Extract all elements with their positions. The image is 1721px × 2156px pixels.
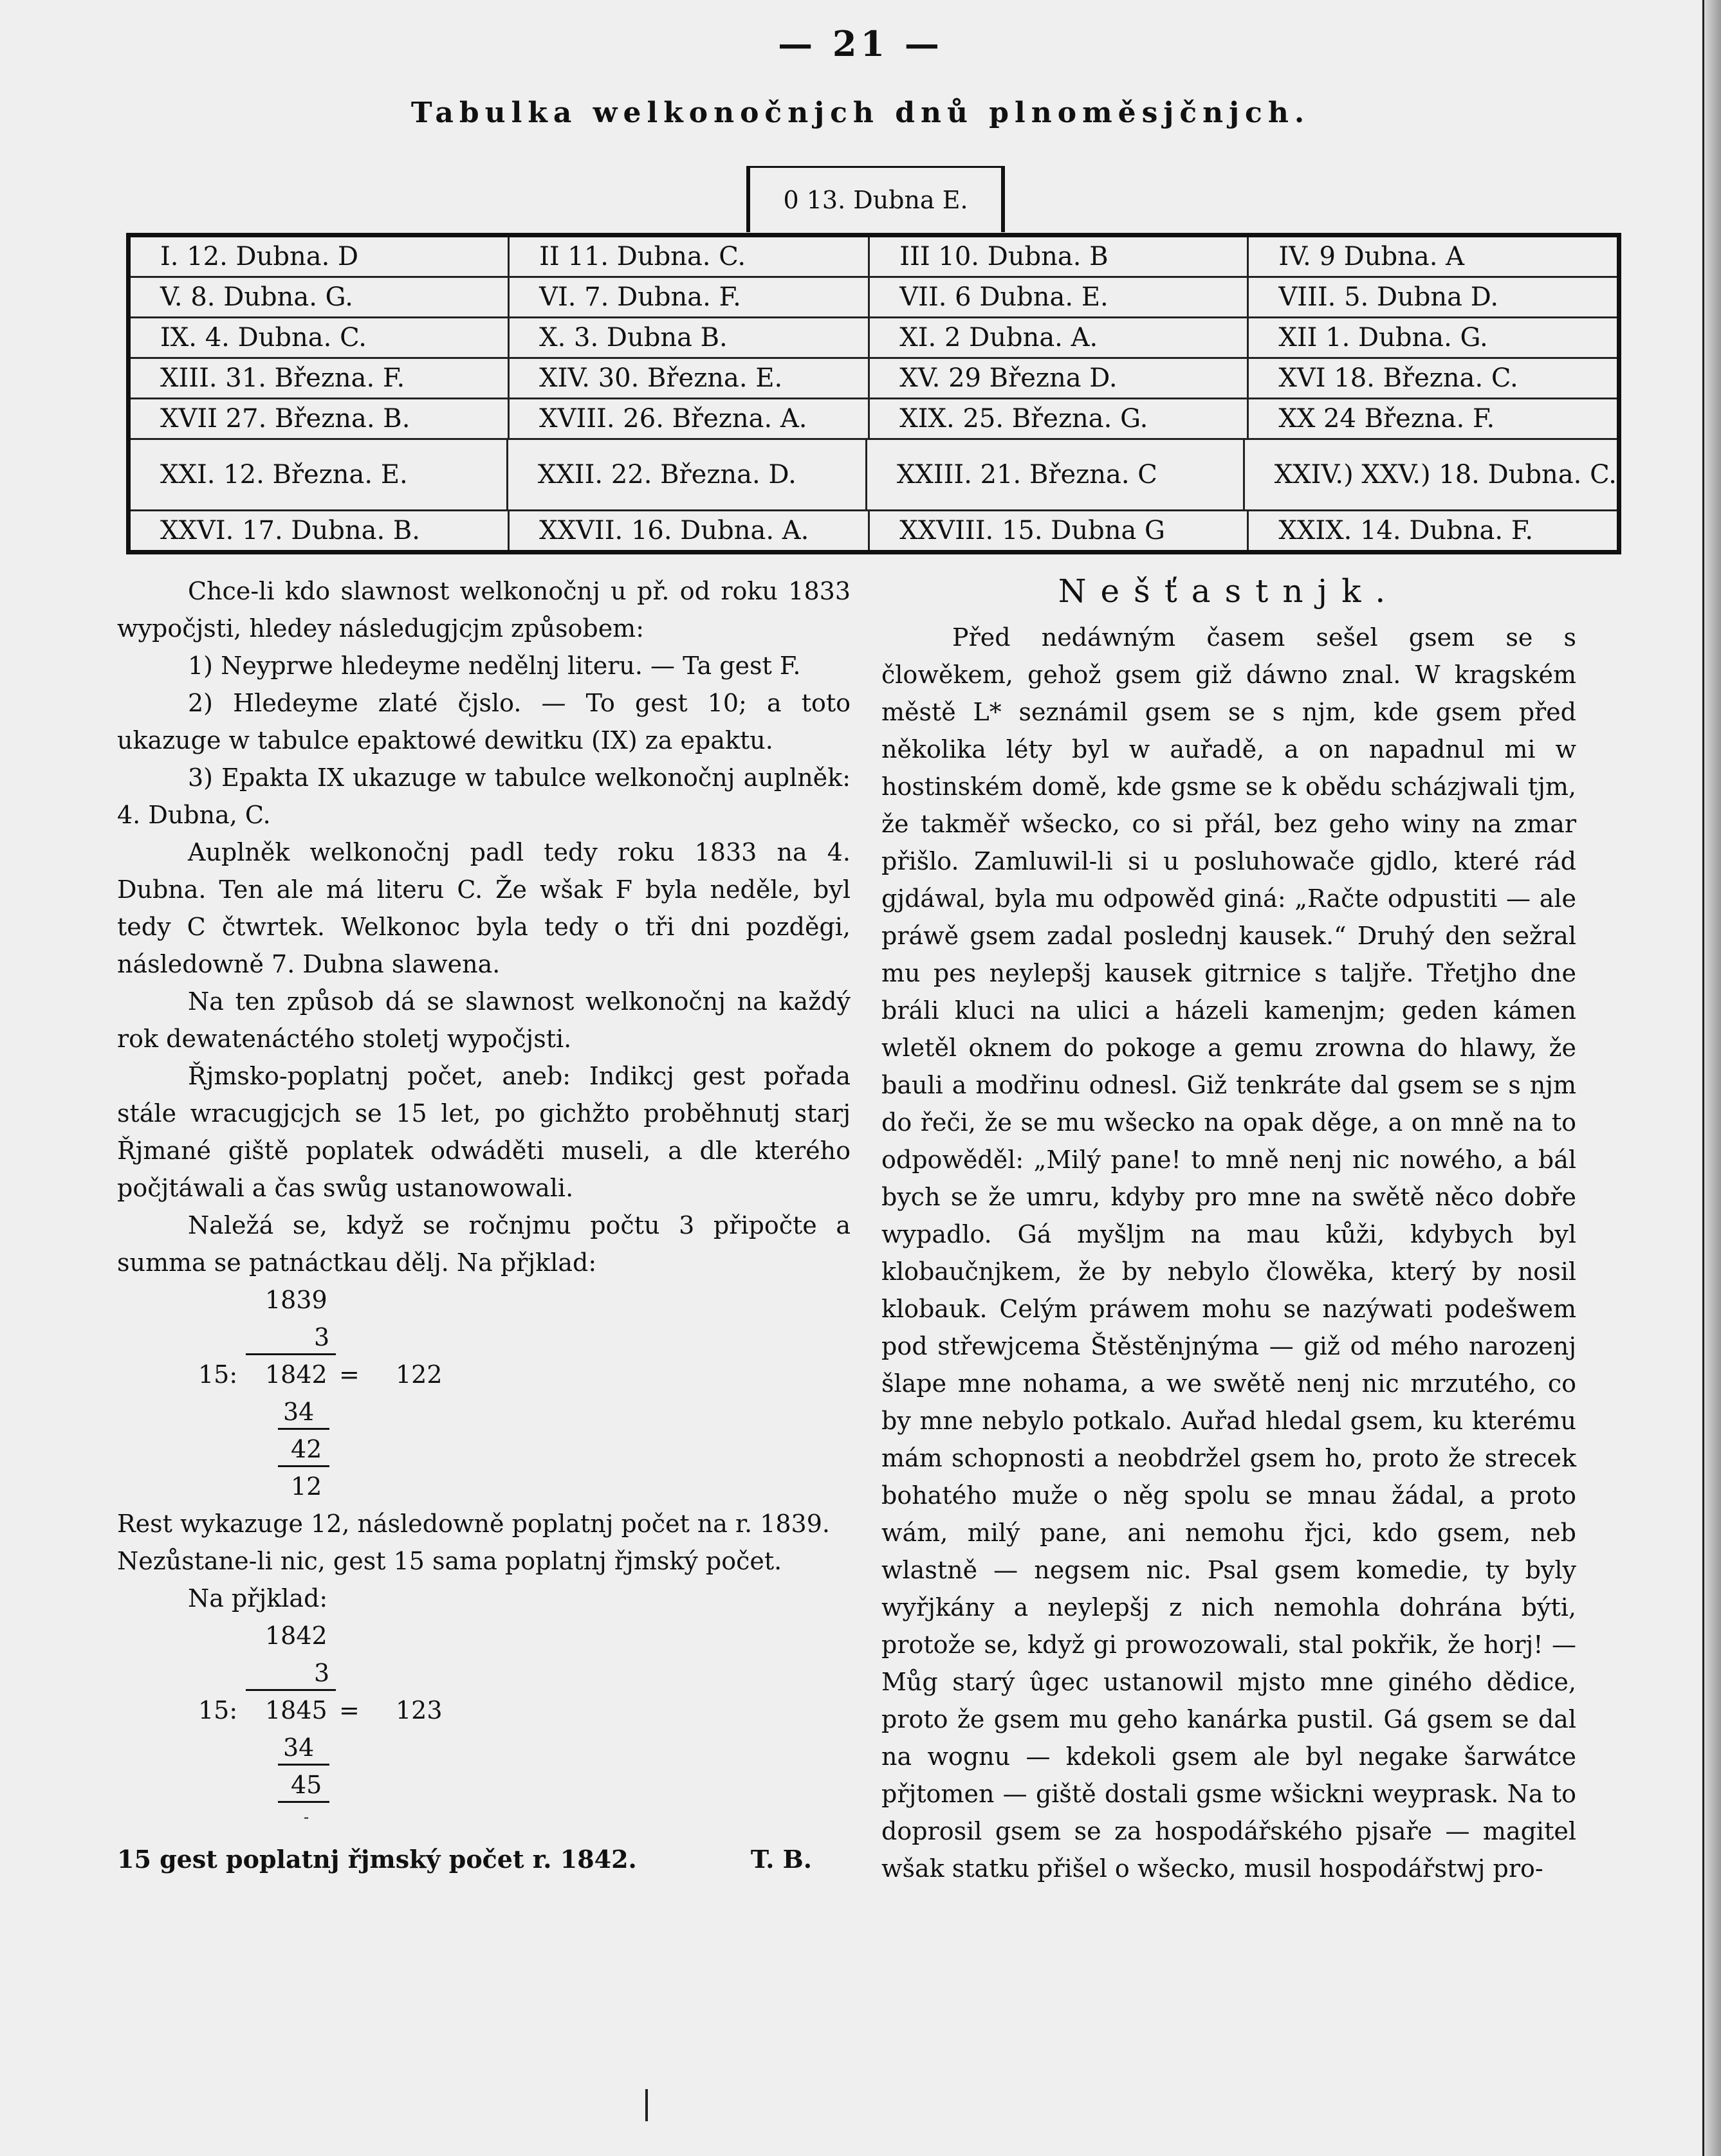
- calc-rule: [278, 1465, 329, 1467]
- table-cell: XXVI. 17. Dubna. B.: [131, 511, 510, 550]
- right-column: [881, 572, 1576, 1887]
- table-cell: XXVIII. 15. Dubna G: [870, 511, 1249, 550]
- calc-remainder: 12: [291, 1472, 322, 1501]
- paragraph: Na přjklad:: [188, 1584, 328, 1612]
- table-cell: XVII 27. Března. B.: [131, 399, 510, 438]
- table-cell: XI. 2 Dubna. A.: [870, 318, 1249, 357]
- table-cell: XXI. 12. Března. E.: [131, 440, 508, 509]
- calc-rule: [246, 1353, 336, 1355]
- article-body: Před nedáwným časem sešel gsem se s člowěkem, gehož gsem giž dáwno znal. W kragském městě L* seznámil gsem se s njm, kde gsem před několika léty byl w auřadě, a on napadnul mi w hostinském domě, kde gsme se k obědu scházjwali tjm, že takměř wšecko, co si přál, bez geho winy na zmar přišlo. Zamluwil-li si u posluhowače gjdlo, které rád gjdáwal, byla mu odpowěd giná: „Račte odpustiti — ale práwě gsem zadal poslednj kausek.“ Druhý den sežral mu pes neylepšj kausek gitrnice s taljře. Třetjho dne bráli kluci na ulici a házeli kamenjm; geden kámen wletěl oknem do pokoge a gemu zrowna do hlawy, že bauli a modřinu odnesl. Giž tenkráte dal gsem se s njm do řeči, že se mu wšecko na opak děge, a on mně na to odpowěděl: „Milý pane! to mně nenj nic nowého, a bál bych se že umru, kdyby pro mne na swětě něco dobře wypadlo. Gá myšljm na mau kůži, kdybych byl klobaučnjkem, že by nebylo člowěka, který by nosil klobauk. Celým práwem mohu se nazýwati podešwem pod střewjcema Štěstěnjnýma — giž od mého narozenj šlape mne nohama, a we swětě nenj nic mrzutého, co by mne nebylo potkalo. Auřad hledal gsem, ku kterému mám schopnosti a neobdržel gsem ho, proto že strecek bohatého muže o něg spolu se mnau žádal, a proto wám, milý pane, ani nemohu řjci, kdo gsem, neb wlastně — negsem nic. Psal gsem komedie, ty byly wyřjkány a neylepšj z nich nemohla dohrána býti, protože se, když gi prowozowali, stal pokřik, že horj! — Můg starý ûgec ustanowil mjsto mne giného dědice, proto že gsem mu geho kanárka pustil. Gá gsem se dal na wognu — kdekoli gsem ale byl negake šarwátce přjtomen — giště dostali gsme wšickni weyprask. Na to doprosil gsem se za hospodářského pjsaře — magitel wšak statku přišel o wšecko, musil hospodářstwj pro-: [881, 623, 1576, 1883]
- page-edge: [1702, 0, 1721, 2156]
- article-heading: Nešťastnjk.: [1058, 572, 1400, 610]
- paragraph: Rest wykazuge 12, následowně poplatnj počet na r. 1839.: [117, 1510, 830, 1538]
- table-cell: XIII. 31. Března. F.: [131, 359, 510, 397]
- table-cell: VIII. 5. Dubna D.: [1278, 282, 1499, 312]
- table-cell: III 10. Dubna. B: [870, 237, 1249, 276]
- table-cell: VII. 6 Dubna. E.: [870, 278, 1249, 316]
- calculation-1842: [117, 1617, 851, 1841]
- final-sentence: 15 gest poplatnj řjmský počet r. 1842.: [117, 1845, 637, 1874]
- table-cell: XXII. 22. Března. D.: [508, 440, 867, 509]
- table-row: [131, 318, 1617, 359]
- signature: T. B.: [750, 1845, 812, 1874]
- table-title: Tabulka welkonočnjch dnů plnoměsjčnjch.: [410, 96, 1311, 129]
- calc-number: 45: [291, 1771, 322, 1799]
- table-cell: XVI 18. Března. C.: [1278, 363, 1518, 393]
- table-cell: V. 8. Dubna. G.: [131, 278, 510, 316]
- page-number: — 21 —: [778, 23, 943, 64]
- table-row-zero: 0 13. Dubna E.: [746, 166, 1005, 232]
- table-cell: IV. 9 Dubna. A: [1278, 242, 1465, 271]
- calc-number: 34: [283, 1398, 315, 1426]
- table-cell: I. 12. Dubna. D: [131, 237, 510, 276]
- paragraph: Chce-li kdo slawnost welkonočnj u př. od roku 1833 wypočjsti, hledey následugjcjm způsobem:: [117, 577, 851, 643]
- table-cell: XIV. 30. Března. E.: [510, 359, 870, 397]
- table-cell: XV. 29 Března D.: [870, 359, 1249, 397]
- calc-number: 1845: [265, 1696, 327, 1724]
- paragraph: Nezůstane-li nic, gest 15 sama poplatnj řjmský počet.: [117, 1547, 782, 1575]
- table-row: [131, 399, 1617, 440]
- paragraph: [117, 1841, 851, 1878]
- calc-equals: =: [339, 1360, 360, 1389]
- paragraph: Auplněk welkonočnj padl tedy roku 1833 na 4. Dubna. Ten ale má literu C. Že wšak F byla neděle, byl tedy C čtwrtek. Welkonoc byla tedy o tři dni pozděgi, následowně 7. Dubna slawena.: [117, 838, 851, 978]
- table-row: [131, 278, 1617, 318]
- calculation-1839: [117, 1281, 851, 1505]
- paragraph: 3) Epakta IX ukazuge w tabulce welkonočnj auplněk: 4. Dubna, C.: [117, 763, 851, 829]
- table-cell: XXIX. 14. Dubna. F.: [1278, 516, 1534, 545]
- calc-equals: =: [339, 1696, 360, 1724]
- calc-rule: [278, 1428, 329, 1430]
- calc-number: 34: [283, 1733, 315, 1762]
- calc-number: 3: [314, 1323, 330, 1351]
- paragraph: Na ten způsob dá se slawnost welkonočnj na každý rok dewatenáctého stoletj wypočjsti.: [117, 987, 851, 1053]
- calc-result: 122: [396, 1360, 443, 1389]
- table-cell: XVIII. 26. Března. A.: [510, 399, 870, 438]
- table-cell: XXVII. 16. Dubna. A.: [510, 511, 870, 550]
- calc-result: 123: [396, 1696, 443, 1724]
- table-cell: XIX. 25. Března. G.: [870, 399, 1249, 438]
- paragraph: 1) Neyprwe hledeyme nedělnj literu. — Ta gest F.: [188, 652, 801, 680]
- table-row: [131, 440, 1617, 511]
- paragraph: Naležá se, když se ročnjmu počtu 3 připočte a summa se patnáctkau dělj. Na přjklad:: [117, 1211, 851, 1277]
- table-cell: IX. 4. Dubna. C.: [131, 318, 510, 357]
- calc-number: 3: [314, 1659, 330, 1687]
- calc-divisor: 15:: [198, 1360, 238, 1389]
- table-cell: X. 3. Dubna B.: [510, 318, 870, 357]
- table-cell: XXIV.) XXV.) 18. Dubna. C.: [1274, 460, 1617, 489]
- table-row: [131, 237, 1617, 278]
- table-cell: XXIII. 21. Března. C: [867, 440, 1245, 509]
- table-cell: XX 24 Března. F.: [1278, 404, 1495, 434]
- calc-rule: [278, 1764, 329, 1766]
- calc-number: 1839: [265, 1286, 327, 1314]
- paragraph: Řjmsko-poplatnj počet, aneb: Indikcj gest pořada stále wracugjcjch se 15 let, po gichžto proběhnutj starj Řjmané giště poplatek odwáděti museli, a dle kterého počjtáwali a čas swůg ustanowowali.: [117, 1062, 851, 1202]
- calc-number: 42: [291, 1435, 322, 1463]
- table-cell: VI. 7. Dubna. F.: [510, 278, 870, 316]
- table-row: [131, 359, 1617, 399]
- left-column: [117, 572, 851, 1878]
- paragraph: 2) Hledeyme zlaté čjslo. — To gest 10; a toto ukazuge w tabulce epaktowé dewitku (IX) za epaktu.: [117, 689, 851, 754]
- table-cell: XII 1. Dubna. G.: [1278, 323, 1488, 352]
- calc-number: 1842: [265, 1622, 327, 1650]
- easter-full-moon-table: [126, 233, 1621, 554]
- page-mark: [645, 2089, 648, 2121]
- calc-remainder: -: [304, 1808, 309, 1826]
- calc-divisor: 15:: [198, 1696, 238, 1724]
- table-cell: II 11. Dubna. C.: [510, 237, 870, 276]
- table-row: [131, 511, 1617, 550]
- calc-rule: [246, 1689, 336, 1691]
- calc-number: 1842: [265, 1360, 327, 1389]
